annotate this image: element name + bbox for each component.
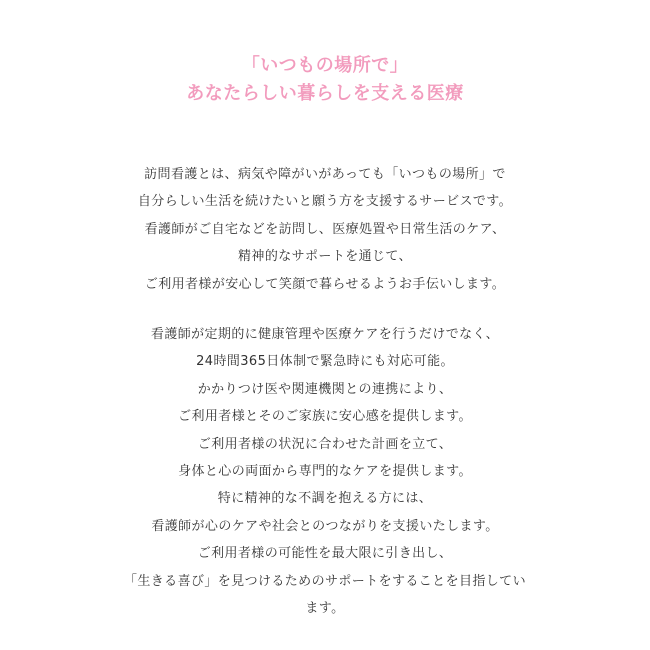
- text-line: ます。: [305, 600, 345, 616]
- text-line: 看護師がご自宅などを訪問し、医療処置や日常生活のケア、: [144, 221, 506, 237]
- intro-paragraph: [0, 161, 650, 298]
- details-paragraph: [0, 321, 650, 622]
- heading-line-2: あなたらしい暮らしを支える医療: [186, 83, 464, 104]
- text-line: 「生きる喜び」を見つけるためのサポートをすることを目指してい: [123, 573, 526, 589]
- text-line: ご利用者様の状況に合わせた計画を立て、: [197, 436, 453, 452]
- text-line: ご利用者様が安心して笑顔で暮らせるようお手伝いします。: [144, 276, 506, 292]
- text-line: 自分らしい生活を続けたいと願う方を支援するサービスです。: [137, 194, 513, 210]
- text-line: 看護師が定期的に健康管理や医療ケアを行うだけでなく、: [150, 327, 500, 342]
- text-line: 看護師が心のケアや社会とのつながりを支援いたします。: [151, 518, 499, 534]
- text-line: ご利用者様の可能性を最大限に引き出し、: [197, 546, 453, 562]
- text-line: 身体と心の両面から専門的なケアを提供します。: [178, 463, 472, 479]
- text-line: 特に精神的な不調を抱える方には、: [217, 491, 433, 507]
- text-line: 精神的なサポートを通じて、: [238, 249, 412, 265]
- text-line: 24時間365日体制で緊急時にも対応可能。: [196, 354, 454, 370]
- text-line: ご利用者様とそのご家族に安心感を提供します。: [178, 409, 472, 425]
- text-line: かかりつけ医や関連機関との連携により、: [197, 381, 453, 397]
- text-line: 訪問看護とは、病気や障がいがあっても「いつもの場所」で: [144, 167, 506, 182]
- heading-line-1: 「いつもの場所で」: [241, 55, 409, 76]
